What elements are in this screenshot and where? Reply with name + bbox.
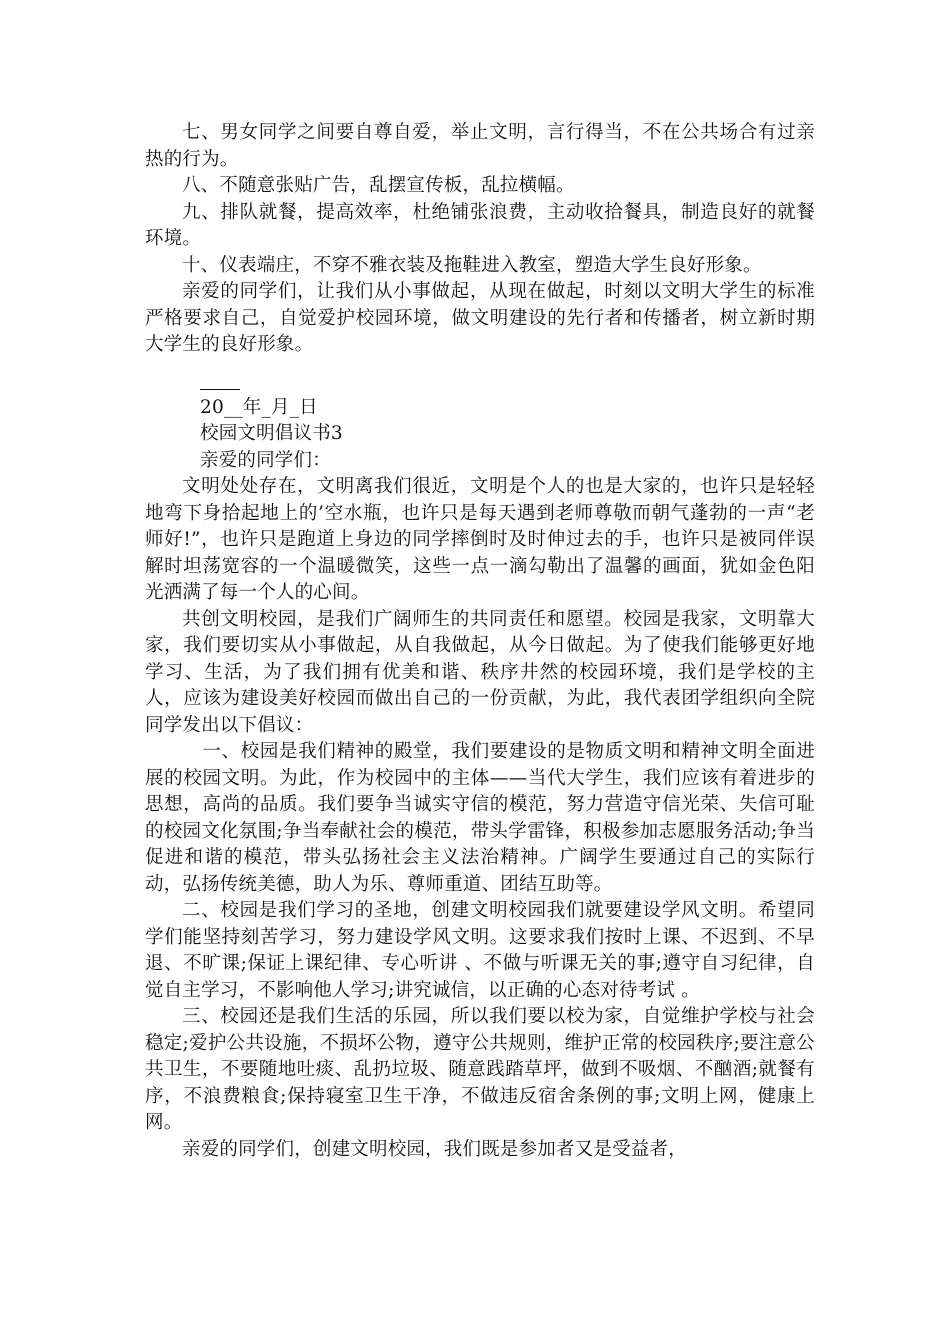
closing-paragraph: 亲爱的同学们，让我们从小事做起，从现在做起，时刻以文明大学生的标准严格要求自己，自觉爱护校园环境，做文明建设的先行者和传播者，树立新时期大学生的良好形象。 — [145, 281, 815, 355]
item-seven-paragraph: 七、男女同学之间要自尊自爱，举止文明，言行得当，不在公共场合有过亲热的行为。 — [145, 122, 815, 170]
document-page — [145, 120, 815, 1163]
date-line: 20__年_月_日 — [200, 396, 318, 418]
proposal-item-one: 一、校园是我们精神的殿堂，我们要建设的是物质文明和精神文明全面进展的校园文明。为此，作为校园中的主体——当代大学生，我们应该有着进步的思想，高尚的品质。我们要争当诚实守信的模范，努力营造守信光荣、失信可耻的校园文化氛围;争当奉献社会的模范，带头学雷锋，积极参加志愿服务活动;争当促进和谐的模范，带头弘扬社会主义法治精神。广阔学生要通过自己的实际行动，弘扬传统美德，助人为乐、尊师重道、团结互助等。 — [145, 741, 815, 895]
item-eight-paragraph: 八、不随意张贴广告，乱摆宣传板，乱拉横幅。 — [182, 175, 575, 196]
proposal-item-two: 二、校园是我们学习的圣地，创建文明校园我们就要建设学风文明。希望同学们能坚持刻苦学习，努力建设学风文明。这要求我们按时上课、不迟到、不早退、不旷课;保证上课纪律、专心听讲 、不做与听课无关的事;遵守自习纪律，自觉自主学习，不影响他人学习;讲究诚信，以正确的心态对待考试 。 — [145, 900, 815, 1001]
proposal-paragraph: 共创文明校园，是我们广阔师生的共同责任和愿望。校园是我家，文明靠大家，我们要切实从小事做起，从自我做起，从今日做起。为了使我们能够更好地学习、生活，为了我们拥有优美和谐、秩序井然的校园环境，我们是学校的主人，应该为建设美好校园而做出自己的一份贡献，为此，我代表团学组织向全院同学发出以下倡议： — [145, 608, 815, 736]
signature-underline — [200, 389, 240, 390]
proposal-item-three: 三、校园还是我们生活的乐园，所以我们要以校为家，自觉维护学校与社会稳定;爱护公共设施，不损坏公物，遵守公共规则，维护正常的校园秩序;要注意公共卫生，不要随地吐痰、乱扔垃圾、随意践踏草坪，做到不吸烟、不酗酒;就餐有序，不浪费粮食;保持寝室卫生干净，不做违反宿舍条例的事;文明上网，健康上网。 — [145, 1006, 815, 1133]
salutation: 亲爱的同学们： — [200, 449, 331, 471]
final-paragraph: 亲爱的同学们，创建文明校园，我们既是参加者又是受益者， — [182, 1138, 687, 1160]
section-title: 校园文明倡议书3 — [200, 423, 343, 444]
item-nine-paragraph: 九、排队就餐，提高效率，杜绝铺张浪费，主动收拾餐具，制造良好的就餐环境。 — [145, 201, 815, 249]
intro-paragraph: 文明处处存在，文明离我们很近，文明是个人的也是大家的，也许只是轻轻地弯下身拾起地上的’空水瓶，也许只是每天遇到老师尊敬而朝气蓬勃的一声“老师好!”，也许只是跑道上身边的同学摔倒时及时伸过去的手，也许只是被同伴误解时坦荡宽容的一个温暖微笑，这些一点一滴勾勒出了温馨的画面，犹如金色阳光洒满了每一个人的心间。 — [145, 476, 815, 603]
signature-line — [145, 369, 815, 395]
item-ten-paragraph: 十、仪表端庄，不穿不雅衣装及拖鞋进入教室，塑造大学生良好形象。 — [182, 254, 762, 276]
